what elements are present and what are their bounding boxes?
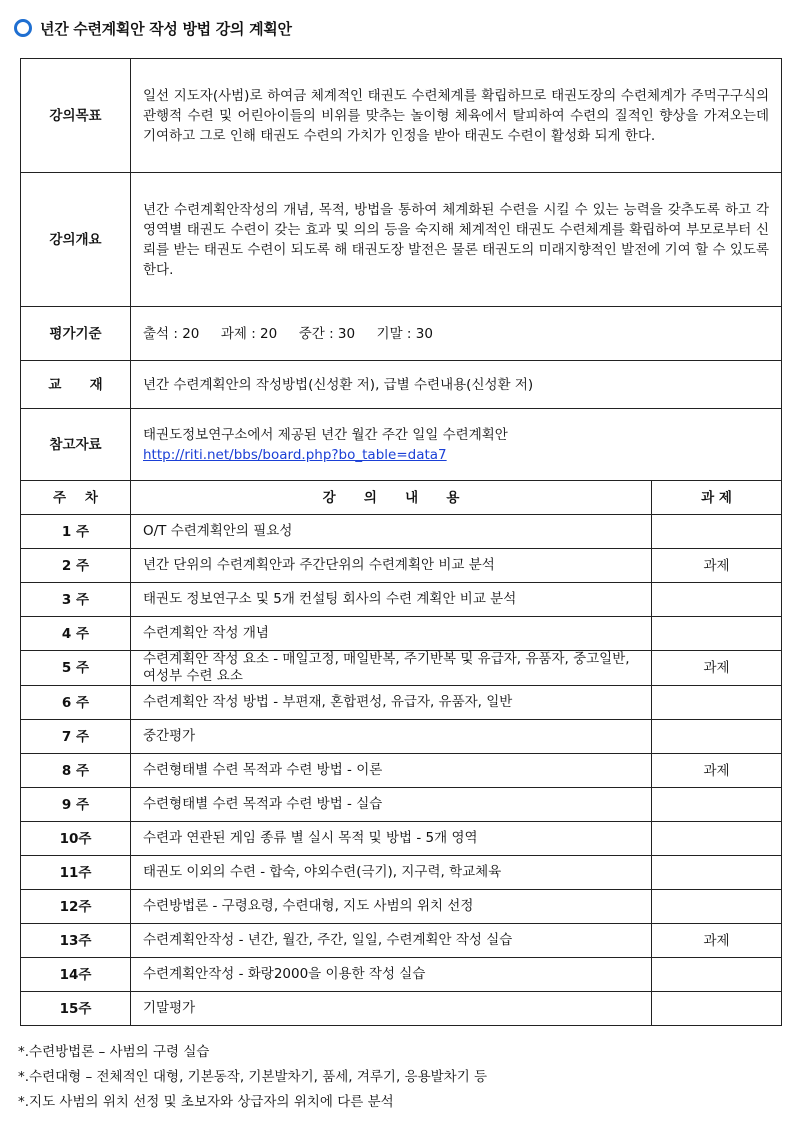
reference-row	[21, 409, 782, 481]
schedule-row	[21, 583, 782, 617]
topic-cell: O/T 수련계획안의 필요성	[131, 515, 652, 549]
task-cell	[652, 788, 782, 822]
week-cell: 10주	[21, 822, 131, 856]
task-cell: 과제	[652, 651, 782, 686]
criteria-label: 평가기준	[21, 307, 131, 361]
task-cell: 과제	[652, 549, 782, 583]
week-cell: 1 주	[21, 515, 131, 549]
schedule-row	[21, 822, 782, 856]
week-cell: 15주	[21, 992, 131, 1026]
task-cell	[652, 856, 782, 890]
topic-cell: 수련과 연관된 게임 종류 별 실시 목적 및 방법 - 5개 영역	[131, 822, 652, 856]
task-cell: 과제	[652, 754, 782, 788]
schedule-body	[21, 515, 782, 1026]
week-cell: 8 주	[21, 754, 131, 788]
objective-row	[21, 59, 782, 173]
textbook-row	[21, 361, 782, 409]
week-cell: 7 주	[21, 720, 131, 754]
page-title: 년간 수련계획안 작성 방법 강의 계획안	[40, 19, 292, 38]
schedule-row	[21, 549, 782, 583]
notes	[18, 1040, 487, 1115]
topic-cell: 태권도 정보연구소 및 5개 컨설팅 회사의 수련 계획안 비교 분석	[131, 583, 652, 617]
week-cell: 14주	[21, 958, 131, 992]
week-cell: 12주	[21, 890, 131, 924]
week-cell: 13주	[21, 924, 131, 958]
topic-cell: 태권도 이외의 수련 - 합숙, 야외수련(극기), 지구력, 학교체육	[131, 856, 652, 890]
schedule-row	[21, 788, 782, 822]
topic-cell: 년간 단위의 수련계획안과 주간단위의 수련계획안 비교 분석	[131, 549, 652, 583]
task-cell	[652, 890, 782, 924]
week-cell: 11주	[21, 856, 131, 890]
week-cell: 2 주	[21, 549, 131, 583]
task-cell	[652, 515, 782, 549]
task-cell	[652, 958, 782, 992]
overview-text: 년간 수련계획안작성의 개념, 목적, 방법을 통하여 체계화된 수련을 시킬 수 있는 능력을 갖추도록 하고 각 영역별 태권도 수련이 갖는 효과 및 의의 등을 숙지해 체계적인 태권도 수련체계를 확립하여 부모로부터 신뢰를 받는 태권도 수련이 되도록 해 태권도장 발전은 물론 태권도의 미래지향적인 발전에 기여 할 수 있도록 한다.	[131, 173, 782, 307]
page-header	[14, 16, 292, 40]
week-column-header: 주 차	[21, 481, 131, 515]
topic-cell: 수련계획안 작성 요소 - 매일고정, 매일반복, 주기반복 및 유급자, 유품자, 중고일반, 여성부 수련 요소	[131, 651, 652, 686]
topic-cell: 수련계획안작성 - 화랑2000을 이용한 작성 실습	[131, 958, 652, 992]
content-column-header: 강 의 내 용	[131, 481, 652, 515]
task-cell	[652, 822, 782, 856]
schedule-row	[21, 992, 782, 1026]
lecture-plan-table	[20, 58, 782, 1026]
schedule-row	[21, 890, 782, 924]
task-cell	[652, 583, 782, 617]
schedule-row	[21, 958, 782, 992]
topic-cell: 수련형태별 수련 목적과 수련 방법 - 이론	[131, 754, 652, 788]
schedule-row	[21, 720, 782, 754]
reference-link[interactable]: http://riti.net/bbs/board.php?bo_table=data7	[143, 446, 447, 463]
schedule-row	[21, 617, 782, 651]
task-cell	[652, 992, 782, 1026]
overview-row	[21, 173, 782, 307]
reference-label: 참고자료	[21, 409, 131, 481]
schedule-row	[21, 515, 782, 549]
topic-cell: 수련계획안작성 - 년간, 월간, 주간, 일일, 수련계획안 작성 실습	[131, 924, 652, 958]
schedule-row	[21, 924, 782, 958]
schedule-row	[21, 754, 782, 788]
note-item: *.수련방법론 – 사범의 구령 실습	[18, 1044, 210, 1060]
schedule-row	[21, 651, 782, 686]
week-cell: 4 주	[21, 617, 131, 651]
reference-cell	[131, 409, 782, 481]
week-cell: 5 주	[21, 651, 131, 686]
textbook-text: 년간 수련계획안의 작성방법(신성환 저), 급별 수련내용(신성환 저)	[131, 361, 782, 409]
objective-label: 강의목표	[21, 59, 131, 173]
topic-cell: 수련계획안 작성 개념	[131, 617, 652, 651]
schedule-row	[21, 856, 782, 890]
task-column-header: 과 제	[652, 481, 782, 515]
week-cell: 3 주	[21, 583, 131, 617]
week-cell: 9 주	[21, 788, 131, 822]
reference-text: 태권도정보연구소에서 제공된 년간 월간 주간 일일 수련계획안	[143, 426, 508, 443]
note-item: *.지도 사범의 위치 선정 및 초보자와 상급자의 위치에 다른 분석	[18, 1094, 394, 1110]
topic-cell: 기말평가	[131, 992, 652, 1026]
task-cell	[652, 686, 782, 720]
task-cell	[652, 617, 782, 651]
topic-cell: 수련형태별 수련 목적과 수련 방법 - 실습	[131, 788, 652, 822]
week-cell: 6 주	[21, 686, 131, 720]
schedule-row	[21, 686, 782, 720]
overview-label: 강의개요	[21, 173, 131, 307]
objective-text: 일선 지도자(사범)로 하여금 체계적인 태권도 수련체계를 확립하므로 태권도장의 수련체계가 주먹구구식의 관행적 수련 및 어린아이들의 비위를 맞추는 놀이형 체육에서 탈피하여 수련의 질적인 향상을 가져오는데 기여하고 그로 인해 태권도 수련의 가치가 인정을 받아 태권도 수련이 활성화 되게 한다.	[131, 59, 782, 173]
task-cell	[652, 720, 782, 754]
textbook-label: 교 재	[21, 361, 131, 409]
topic-cell: 중간평가	[131, 720, 652, 754]
criteria-text: 출석 : 20 과제 : 20 중간 : 30 기말 : 30	[131, 307, 782, 361]
schedule-header-row	[21, 481, 782, 515]
note-item: *.수련대형 – 전체적인 대형, 기본동작, 기본발차기, 품세, 겨루기, 응용발차기 등	[18, 1069, 488, 1085]
task-cell: 과제	[652, 924, 782, 958]
topic-cell: 수련방법론 - 구령요령, 수련대형, 지도 사범의 위치 선정	[131, 890, 652, 924]
topic-cell: 수련계획안 작성 방법 - 부편재, 혼합편성, 유급자, 유품자, 일반	[131, 686, 652, 720]
criteria-row	[21, 307, 782, 361]
circle-bullet-icon	[14, 19, 32, 37]
